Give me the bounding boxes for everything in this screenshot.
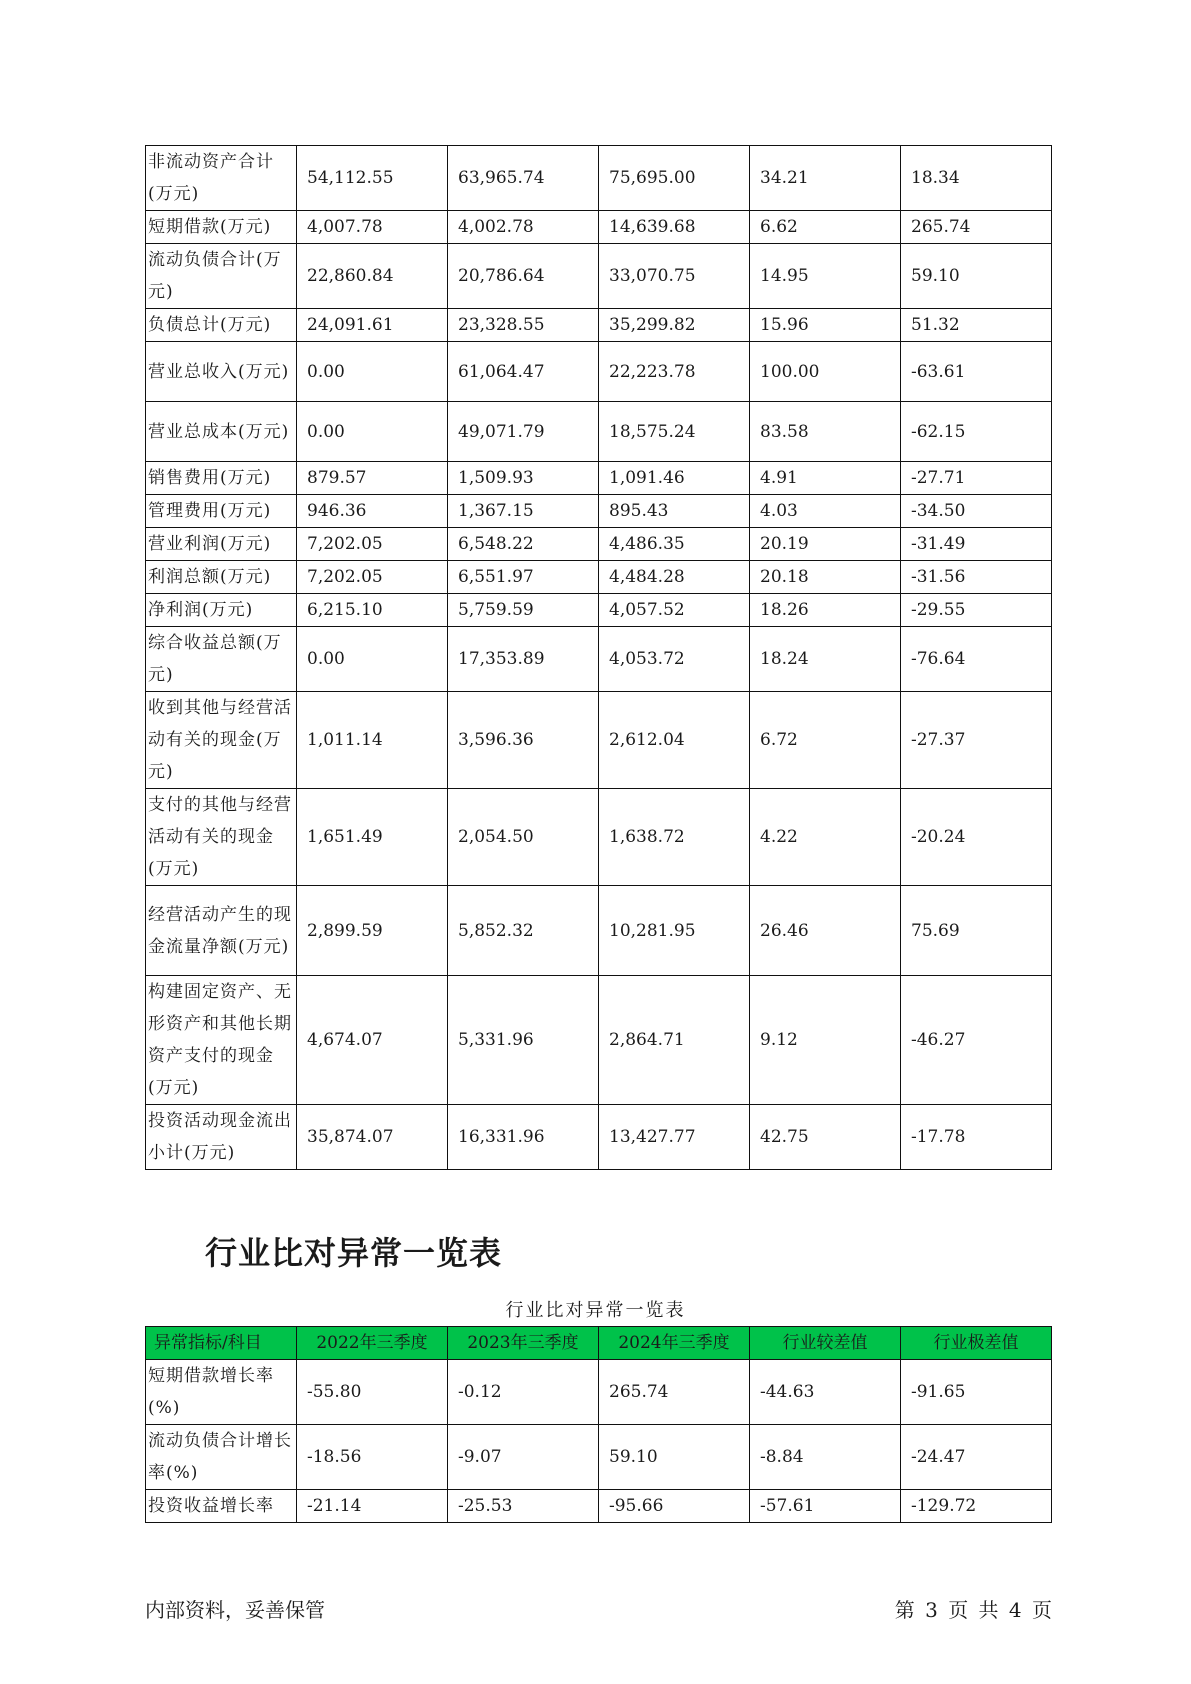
value-cell: 24,091.61 <box>297 309 448 342</box>
value-cell: 59.10 <box>599 1425 750 1490</box>
value-cell: -0.12 <box>448 1360 599 1425</box>
header-cell: 2023年三季度 <box>448 1327 599 1360</box>
value-cell: 6,548.22 <box>448 528 599 561</box>
table-row <box>146 342 1052 402</box>
table-row <box>146 244 1052 309</box>
value-cell: 2,864.71 <box>599 976 750 1105</box>
industry-anomaly-table <box>145 1326 1052 1523</box>
value-cell: 18,575.24 <box>599 402 750 462</box>
value-cell: 3,596.36 <box>448 692 599 789</box>
value-cell: 22,860.84 <box>297 244 448 309</box>
table-row <box>146 627 1052 692</box>
value-cell: -129.72 <box>901 1490 1052 1523</box>
value-cell: 22,223.78 <box>599 342 750 402</box>
value-cell: -27.37 <box>901 692 1052 789</box>
value-cell: 20,786.64 <box>448 244 599 309</box>
row-label: 投资活动现金流出小计(万元) <box>146 1105 297 1170</box>
value-cell: 54,112.55 <box>297 146 448 211</box>
value-cell: 4,484.28 <box>599 561 750 594</box>
value-cell: 1,011.14 <box>297 692 448 789</box>
value-cell: 61,064.47 <box>448 342 599 402</box>
value-cell: -44.63 <box>750 1360 901 1425</box>
row-label: 构建固定资产、无形资产和其他长期资产支付的现金(万元) <box>146 976 297 1105</box>
value-cell: 2,054.50 <box>448 789 599 886</box>
value-cell: 10,281.95 <box>599 886 750 976</box>
value-cell: 4,486.35 <box>599 528 750 561</box>
value-cell: -31.49 <box>901 528 1052 561</box>
table-row <box>146 1425 1052 1490</box>
value-cell: 26.46 <box>750 886 901 976</box>
value-cell: 0.00 <box>297 342 448 402</box>
value-cell: -31.56 <box>901 561 1052 594</box>
value-cell: 83.58 <box>750 402 901 462</box>
row-label: 短期借款(万元) <box>146 211 297 244</box>
table-row <box>146 495 1052 528</box>
row-label: 综合收益总额(万元) <box>146 627 297 692</box>
value-cell: 35,874.07 <box>297 1105 448 1170</box>
value-cell: 18.26 <box>750 594 901 627</box>
header-cell: 行业较差值 <box>750 1327 901 1360</box>
value-cell: 20.19 <box>750 528 901 561</box>
header-cell: 2022年三季度 <box>297 1327 448 1360</box>
value-cell: 6.72 <box>750 692 901 789</box>
value-cell: 4,057.52 <box>599 594 750 627</box>
value-cell: 4.91 <box>750 462 901 495</box>
value-cell: -91.65 <box>901 1360 1052 1425</box>
value-cell: 6.62 <box>750 211 901 244</box>
table-row <box>146 402 1052 462</box>
value-cell: 1,367.15 <box>448 495 599 528</box>
value-cell: -95.66 <box>599 1490 750 1523</box>
value-cell: -55.80 <box>297 1360 448 1425</box>
value-cell: 7,202.05 <box>297 561 448 594</box>
table-caption: 行业比对异常一览表 <box>505 1300 686 1321</box>
value-cell: 13,427.77 <box>599 1105 750 1170</box>
section-title: 行业比对异常一览表 <box>205 1234 503 1272</box>
value-cell: 100.00 <box>750 342 901 402</box>
value-cell: 14.95 <box>750 244 901 309</box>
table-row <box>146 528 1052 561</box>
row-label: 短期借款增长率(%) <box>146 1360 297 1425</box>
footer-page-number: 第 3 页 共 4 页 <box>894 1598 1052 1622</box>
footer-confidential-note: 内部资料，妥善保管 <box>145 1598 325 1622</box>
header-cell: 2024年三季度 <box>599 1327 750 1360</box>
value-cell: 33,070.75 <box>599 244 750 309</box>
table-row <box>146 462 1052 495</box>
value-cell: 5,759.59 <box>448 594 599 627</box>
value-cell: 895.43 <box>599 495 750 528</box>
table-row <box>146 1360 1052 1425</box>
table-row <box>146 692 1052 789</box>
value-cell: -24.47 <box>901 1425 1052 1490</box>
table-row <box>146 1490 1052 1523</box>
value-cell: 879.57 <box>297 462 448 495</box>
row-label: 营业总成本(万元) <box>146 402 297 462</box>
value-cell: 5,331.96 <box>448 976 599 1105</box>
row-label: 营业利润(万元) <box>146 528 297 561</box>
table-row <box>146 789 1052 886</box>
value-cell: 15.96 <box>750 309 901 342</box>
value-cell: -27.71 <box>901 462 1052 495</box>
row-label: 净利润(万元) <box>146 594 297 627</box>
table-row <box>146 146 1052 211</box>
value-cell: 20.18 <box>750 561 901 594</box>
value-cell: -8.84 <box>750 1425 901 1490</box>
value-cell: 6,551.97 <box>448 561 599 594</box>
value-cell: 63,965.74 <box>448 146 599 211</box>
value-cell: 34.21 <box>750 146 901 211</box>
value-cell: 0.00 <box>297 627 448 692</box>
row-label: 流动负债合计(万元) <box>146 244 297 309</box>
value-cell: 35,299.82 <box>599 309 750 342</box>
value-cell: 4,053.72 <box>599 627 750 692</box>
value-cell: 265.74 <box>901 211 1052 244</box>
row-label: 销售费用(万元) <box>146 462 297 495</box>
header-cell: 行业极差值 <box>901 1327 1052 1360</box>
value-cell: 42.75 <box>750 1105 901 1170</box>
value-cell: 4,002.78 <box>448 211 599 244</box>
value-cell: -20.24 <box>901 789 1052 886</box>
value-cell: 6,215.10 <box>297 594 448 627</box>
value-cell: 9.12 <box>750 976 901 1105</box>
value-cell: -34.50 <box>901 495 1052 528</box>
value-cell: 2,899.59 <box>297 886 448 976</box>
table-row <box>146 886 1052 976</box>
row-label: 支付的其他与经营活动有关的现金(万元) <box>146 789 297 886</box>
table-row <box>146 561 1052 594</box>
value-cell: -18.56 <box>297 1425 448 1490</box>
value-cell: -17.78 <box>901 1105 1052 1170</box>
row-label: 负债总计(万元) <box>146 309 297 342</box>
table-row <box>146 1105 1052 1170</box>
value-cell: 2,612.04 <box>599 692 750 789</box>
row-label: 流动负债合计增长率(%) <box>146 1425 297 1490</box>
table-header-row <box>146 1327 1052 1360</box>
value-cell: 265.74 <box>599 1360 750 1425</box>
value-cell: 23,328.55 <box>448 309 599 342</box>
row-label: 收到其他与经营活动有关的现金(万元) <box>146 692 297 789</box>
value-cell: 18.24 <box>750 627 901 692</box>
row-label: 投资收益增长率 <box>146 1490 297 1523</box>
value-cell: -63.61 <box>901 342 1052 402</box>
table-row <box>146 594 1052 627</box>
value-cell: 18.34 <box>901 146 1052 211</box>
value-cell: 16,331.96 <box>448 1105 599 1170</box>
value-cell: -25.53 <box>448 1490 599 1523</box>
value-cell: -29.55 <box>901 594 1052 627</box>
row-label: 非流动资产合计(万元) <box>146 146 297 211</box>
value-cell: -21.14 <box>297 1490 448 1523</box>
value-cell: 75,695.00 <box>599 146 750 211</box>
row-label: 经营活动产生的现金流量净额(万元) <box>146 886 297 976</box>
value-cell: 1,509.93 <box>448 462 599 495</box>
table-row <box>146 211 1052 244</box>
financial-data-table <box>145 145 1052 1170</box>
value-cell: 14,639.68 <box>599 211 750 244</box>
row-label: 营业总收入(万元) <box>146 342 297 402</box>
value-cell: 946.36 <box>297 495 448 528</box>
value-cell: 1,651.49 <box>297 789 448 886</box>
value-cell: 4,007.78 <box>297 211 448 244</box>
value-cell: 49,071.79 <box>448 402 599 462</box>
value-cell: 7,202.05 <box>297 528 448 561</box>
value-cell: 17,353.89 <box>448 627 599 692</box>
table-row <box>146 976 1052 1105</box>
value-cell: -62.15 <box>901 402 1052 462</box>
table-row <box>146 309 1052 342</box>
value-cell: -57.61 <box>750 1490 901 1523</box>
value-cell: 4.03 <box>750 495 901 528</box>
value-cell: 5,852.32 <box>448 886 599 976</box>
value-cell: -46.27 <box>901 976 1052 1105</box>
value-cell: 1,638.72 <box>599 789 750 886</box>
value-cell: -9.07 <box>448 1425 599 1490</box>
value-cell: 1,091.46 <box>599 462 750 495</box>
value-cell: 75.69 <box>901 886 1052 976</box>
value-cell: 4.22 <box>750 789 901 886</box>
value-cell: 4,674.07 <box>297 976 448 1105</box>
row-label: 利润总额(万元) <box>146 561 297 594</box>
value-cell: 0.00 <box>297 402 448 462</box>
value-cell: 51.32 <box>901 309 1052 342</box>
value-cell: -76.64 <box>901 627 1052 692</box>
header-cell: 异常指标/科目 <box>146 1327 297 1360</box>
value-cell: 59.10 <box>901 244 1052 309</box>
row-label: 管理费用(万元) <box>146 495 297 528</box>
